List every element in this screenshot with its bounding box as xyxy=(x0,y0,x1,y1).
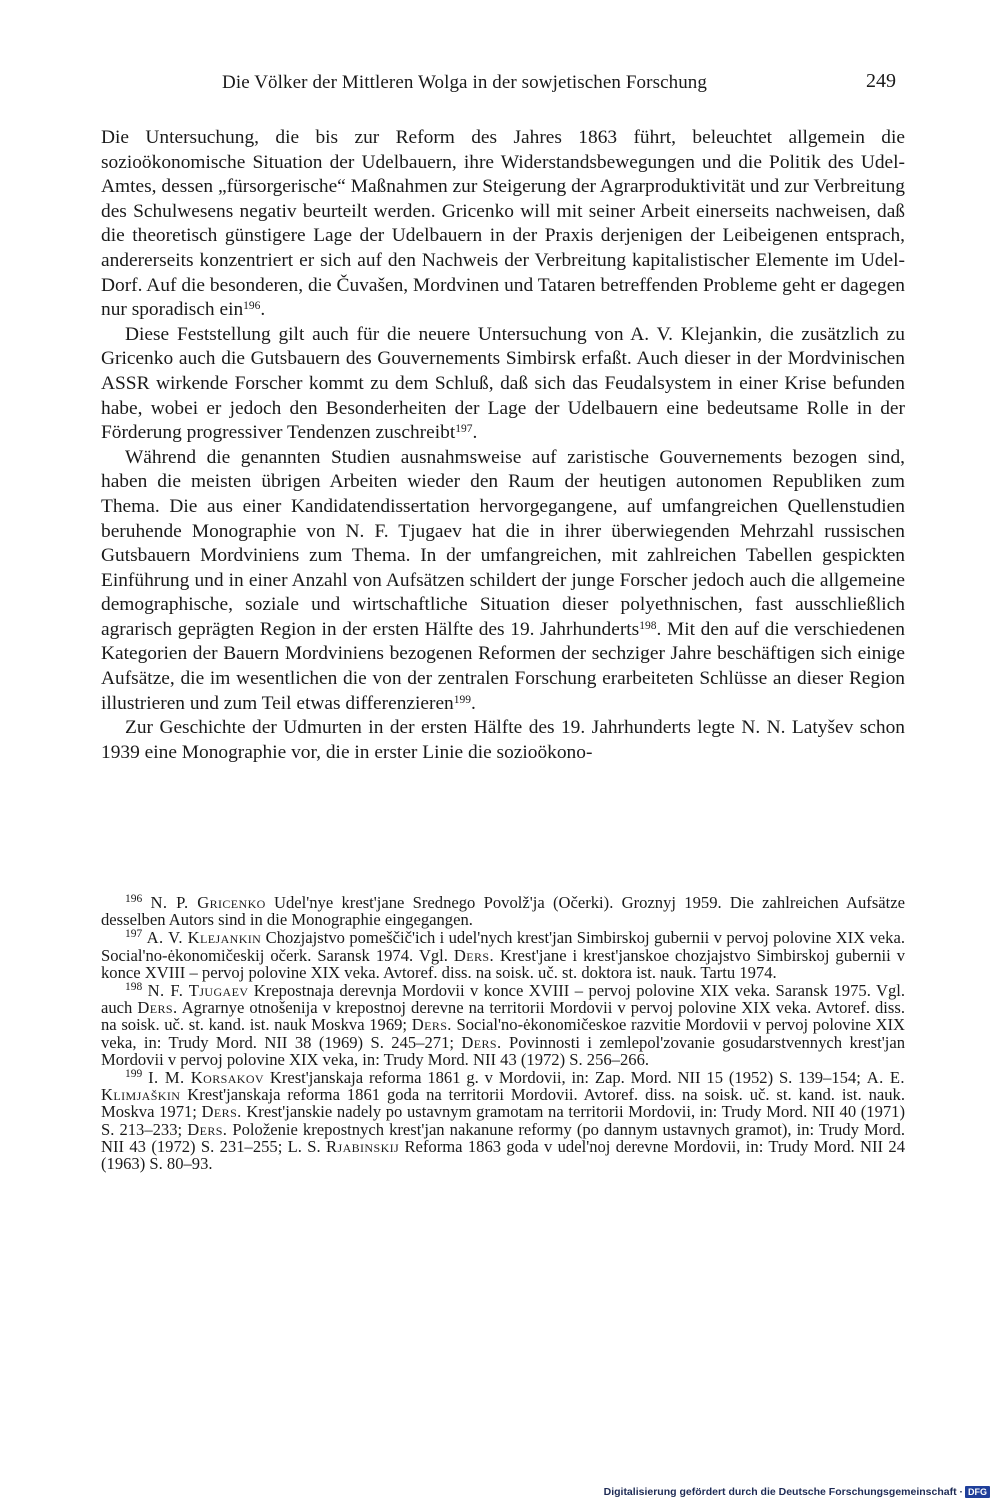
footnote-ref-197: 197 xyxy=(455,423,473,436)
paragraph-2-text: Diese Feststellung gilt auch für die neuere Untersuchung von A. V. Klejankin, die zusätzlich zu Gricenko auch die Gutsbauern des Gouvernements Simbirsk erfaßt. Auch dieser in der Mordvinischen ASSR wirkende Forscher kommt zu dem Schluß, daß sich das Feudalsystem in einer Krise befunden habe, wobei er jedoch den Besonderheiten der Lage der Udelbauern eine bedeutsame Rolle in der Förderung progressiver Tendenzen zuschreibt xyxy=(101,323,905,444)
footnote-ref-198: 198 xyxy=(639,619,657,632)
footnote-199: $^{199}$ I. M. Korsakov Krest'janskaja reforma 1861 g. v Mordovii, in: Zap. Mord. NII 15 (1952) S. 139–154; A. E. Klimjaškin Krest'janskaja reforma 1861 goda na territorii Mordovii. Avtoref. diss. na soisk. uč. st. kand. ist. nauk. Moskva 1971; Ders. Krest'janskie nadely po ustavnym gramotam na territorii Mordovii, in: Trudy Mord. NII 40 (1971) S. 213–233; Ders. Položenie krepostnych krest'jan nakanune reformy (po dannym ustavnych gramot), in: Trudy Mord. NII 43 (1972) S. 231–255; L. S. Rjabinskij Reforma 1863 goda v udel'noj derevne Mordovii, in: Trudy Mord. NII 24 (1963) S. 80–93. xyxy=(101,1068,906,1174)
footnotes xyxy=(101,894,905,1173)
paragraph-4-text: Zur Geschichte der Udmurten in der ersten Hälfte des 19. Jahrhunderts legte N. N. Latyšev schon 1939 eine Monographie vor, die in erster Linie die sozioökono- xyxy=(101,717,905,763)
dfg-logo-icon: DFG xyxy=(965,1486,990,1498)
paragraph-2: Diese Feststellung gilt auch für die neuere Untersuchung von A. V. Klejankin, die zusätzlich zu Gricenko auch die Gutsbauern des Gouvernements Simbirsk erfaßt. Auch dieser in der Mordvinischen ASSR wirkende Forscher kommt zu dem Schluß, daß sich das Feudalsystem in einer Krise befunden habe, wobei er jedoch den Besonderheiten der Lage der Udelbauern eine bedeutsame Rolle in der Förderung progressiver Tendenzen zuschreibt$^{197}$. xyxy=(101,323,905,444)
footnote-197: $^{197}$ A. V. Klejankin Chozjajstvo pomeščič'ich i udel'nych krest'jan Simbirskoj gubernii v pervoj polovine XIX veka. Social'no-ėkonomičeskij očerk. Saransk 1974. Vgl. Ders. Krest'jane i krest'janskoe chozjajstvo Simbirskoj gubernii v konce XVIII – pervoj polovine XIX veka. Avtoref. diss. na soisk. uč. st. doktora ist. nauk. Tartu 1974. xyxy=(101,928,905,982)
credit-text: Digitalisierung gefördert durch die Deutsche Forschungsgemeinschaft · xyxy=(603,1486,963,1498)
paragraph-1: Die Untersuchung, die bis zur Reform des Jahres 1863 führt, beleuchtet allgemein die sozioökonomische Situation der Udelbauern, ihre Widerstandsbewegungen und die Politik des Udel-Amtes, dessen „fürsorgerische“ Maßnahmen zur Steigerung der Agrarproduktivität und zur Verbreitung des Schulwesens negativ beurteilt werden. Gricenko will mit seiner Arbeit einerseits nachweisen, daß die theoretisch günstigere Lage der Udelbauern in der Praxis derjenigen der Leibeigenen entsprach, andererseits konzentriert er sich auf den Nachweis der Verbreitung kapitalistischer Elemente im Udel-Dorf. Auf die besonderen, die Čuvašen, Mordvinen und Tataren betreffenden Probleme geht er dagegen nur sporadisch ein$^{196}$. xyxy=(101,127,905,321)
page-number: 249 xyxy=(866,70,896,92)
paragraph-4 xyxy=(101,716,905,765)
footnote-author: N. P. Gricenko xyxy=(150,893,266,912)
main-text xyxy=(101,126,905,765)
footnote-198: $^{198}$ N. F. Tjugaev Krepostnaja derevnja Mordovii v konce XVIII – pervoj polovine XIX veka. Saransk 1975. Vgl. auch Ders. Agrarnye otnošenija v krepostnoj derevne na territorii Mordovii v pervoj polovine XIX veka. Avtoref. diss. na soisk. uč. st. kand. ist. nauk Moskva 1969; Ders. Social'no-ėkonomičeskoe razvitie Mordovii v pervoj polovine XIX veka, in: Trudy Mord. NII 38 (1969) S. 245–271; Ders. Povinnosti i zemlepol'zovanie gosudarstvennych krest'jan Mordovii v pervoj polovine XIX veka, in: Trudy Mord. NII 43 (1972) S. 256–266. xyxy=(101,981,906,1069)
footnote-ref-196: 196 xyxy=(243,300,261,313)
running-title: Die Völker der Mittleren Wolga in der sowjetischen Forschung xyxy=(222,72,707,93)
paragraph-1-text: Die Untersuchung, die bis zur Reform des Jahres 1863 führt, beleuchtet allgemein die sozioökonomische Situation der Udelbauern, ihre Widerstandsbewegungen und die Politik des Udel-Amtes, dessen „fürsorgerische“ Maßnahmen zur Steigerung der Agrarproduktivität und zur Verbreitung des Schulwesens negativ beurteilt werden. Gricenko will mit seiner Arbeit einerseits nachweisen, daß die theoretisch günstigere Lage der Udelbauern in der Praxis derjenigen der Leibeigenen entsprach, andererseits konzentriert er sich auf den Nachweis der Verbreitung kapitalistischer Elemente im Udel-Dorf. Auf die besonderen, die Čuvašen, Mordvinen und Tataren betreffenden Probleme geht er dagegen nur sporadisch ein xyxy=(101,127,905,321)
footnote-author: I. M. Korsakov xyxy=(148,1068,264,1088)
paragraph-3: Während die genannten Studien ausnahmsweise auf zaristische Gouvernements bezogen sind, haben die meisten übrigen Arbeiten wieder den Raum der heutigen autonomen Republiken zum Thema. Die aus einer Kandidatendissertation hervorgegangene, auf umfangreichen Quellenstudien beruhende Monographie von N. F. Tjugaev hat die in ihrer überwiegenden Mehrzahl russischen Gutsbauern Mordviniens zum Thema. In der umfangreichen, mit zahlreichen Tabellen gespickten Einführung und in einer Anzahl von Aufsätzen schildert der junge Forscher jedoch auch die allgemeine demographische, soziale und wirtschaftliche Situation dieser polyethnischen, fast ausschließlich agrarisch geprägten Region in der ersten Hälfte des 19. Jahrhunderts$^{198}$. Mit den auf die verschiedenen Kategorien der Bauern Mordviniens bezogenen Reformen der sechziger Jahre beschäftigen sich einige Aufsätze, die im wesentlichen die von der zentralen Forschung erarbeiteten Schlüsse an dieser Region illustrieren und zum Teil etwas differenzieren$^{199}$. xyxy=(101,446,905,714)
footnote-196: $^{196}$ N. P. Gricenko Udel'nye krest'jane Srednego Povolž'ja (Očerki). Groznyj 1959. Die zahlreichen Aufsätze desselben Autors sind in die Monographie eingegangen. xyxy=(101,893,905,930)
footnote-ref-199: 199 xyxy=(453,693,472,706)
footnote-author: N. F. Tjugaev xyxy=(147,981,249,1001)
footnote-author: A. V. Klejankin xyxy=(146,928,262,948)
digitization-credit xyxy=(604,1486,990,1498)
paragraph-3-text: Während die genannten Studien ausnahmsweise auf zaristische Gouvernements bezogen sind, haben die meisten übrigen Arbeiten wieder den Raum der heutigen autonomen Republiken zum Thema. Die aus einer Kandidatendissertation hervorgegangene, auf umfangreichen Quellenstudien beruhende Monographie von N. F. Tjugaev hat die in ihrer überwiegenden Mehrzahl russischen Gutsbauern Mordviniens zum Thema. In der umfangreichen, mit zahlreichen Tabellen gespickten Einführung und in einer Anzahl von Aufsätzen schildert der junge Forscher jedoch auch die allgemeine demographische, soziale und wirtschaftliche Situation dieser polyethnischen, fast ausschließlich agrarisch geprägten Region in der ersten Hälfte des 19. Jahrhunderts xyxy=(101,446,905,640)
